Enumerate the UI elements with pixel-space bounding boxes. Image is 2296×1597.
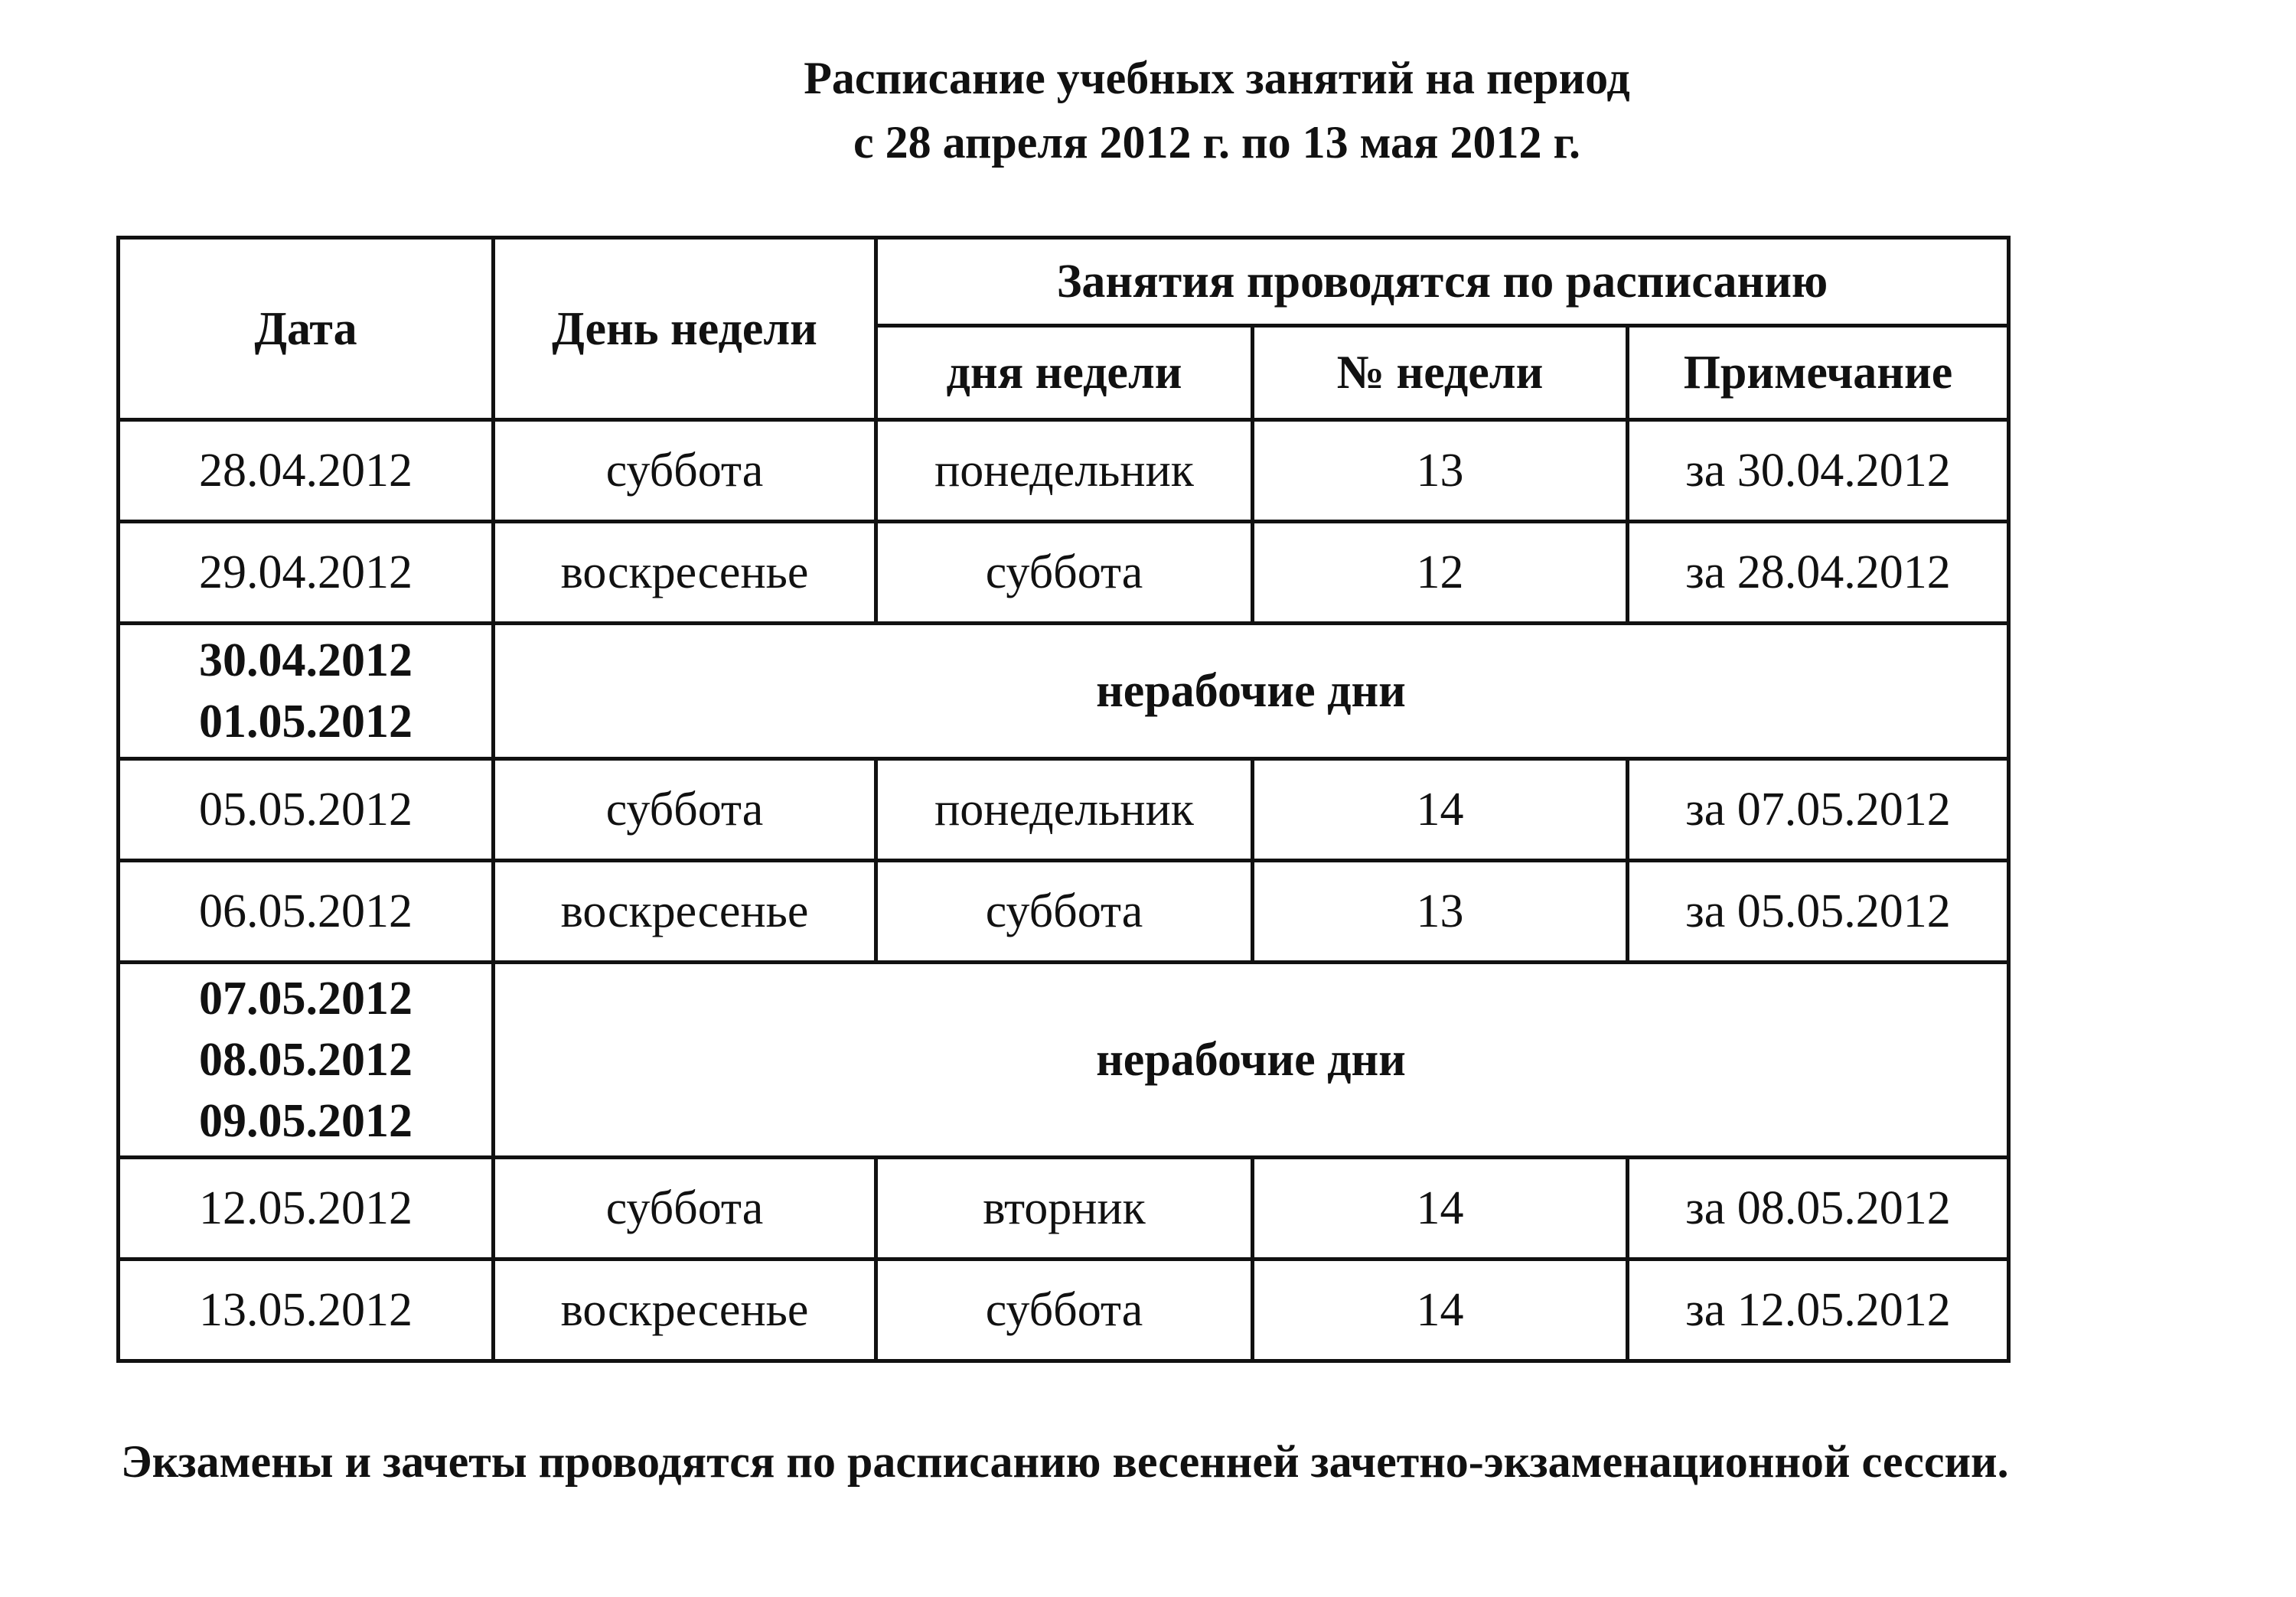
table-row <box>119 420 2009 522</box>
cell-schedule-day: суббота <box>876 861 1253 963</box>
cell-week: 13 <box>1253 420 1628 522</box>
cell-date: 13.05.2012 <box>119 1260 494 1361</box>
header-note: Примечание <box>1628 326 2009 420</box>
holiday-row <box>119 963 2009 1158</box>
holiday-date: 09.05.2012 <box>199 1095 413 1147</box>
table-row <box>119 1158 2009 1260</box>
document-title <box>0 46 2296 174</box>
cell-week: 14 <box>1253 1260 1628 1361</box>
title-line-1: Расписание учебных занятий на период <box>804 53 1630 103</box>
cell-date: 12.05.2012 <box>119 1158 494 1260</box>
header-date: Дата <box>119 238 494 420</box>
cell-day: воскресенье <box>494 861 876 963</box>
table-row <box>119 522 2009 624</box>
footer-note: Экзамены и зачеты проводятся по расписанию весенней зачетно-экзаменационной сессии. <box>121 1436 2009 1487</box>
cell-day: воскресенье <box>494 1260 876 1361</box>
title-line-2: с 28 апреля 2012 г. по 13 мая 2012 г. <box>853 117 1580 168</box>
header-schedule-group: Занятия проводятся по расписанию <box>876 238 2009 326</box>
cell-week: 14 <box>1253 1158 1628 1260</box>
cell-date: 29.04.2012 <box>119 522 494 624</box>
cell-date: 28.04.2012 <box>119 420 494 522</box>
cell-schedule-day: понедельник <box>876 420 1253 522</box>
table-row <box>119 1260 2009 1361</box>
cell-day: воскресенье <box>494 522 876 624</box>
cell-note: за 28.04.2012 <box>1628 522 2009 624</box>
table-row <box>119 861 2009 963</box>
schedule-table <box>116 236 2011 1363</box>
cell-holiday-label: нерабочие дни <box>494 624 2009 759</box>
cell-note: за 12.05.2012 <box>1628 1260 2009 1361</box>
cell-note: за 08.05.2012 <box>1628 1158 2009 1260</box>
holiday-row <box>119 624 2009 759</box>
header-week-number: № недели <box>1253 326 1628 420</box>
cell-holiday-dates <box>119 624 494 759</box>
header-day-of-week: День недели <box>494 238 876 420</box>
cell-schedule-day: понедельник <box>876 759 1253 861</box>
cell-note: за 07.05.2012 <box>1628 759 2009 861</box>
holiday-date: 07.05.2012 <box>199 973 413 1025</box>
cell-week: 14 <box>1253 759 1628 861</box>
cell-schedule-day: суббота <box>876 1260 1253 1361</box>
holiday-date: 30.04.2012 <box>199 634 413 686</box>
cell-week: 13 <box>1253 861 1628 963</box>
cell-schedule-day: вторник <box>876 1158 1253 1260</box>
cell-date: 06.05.2012 <box>119 861 494 963</box>
cell-date: 05.05.2012 <box>119 759 494 861</box>
holiday-date: 08.05.2012 <box>199 1034 413 1086</box>
cell-holiday-label: нерабочие дни <box>494 963 2009 1158</box>
cell-note: за 05.05.2012 <box>1628 861 2009 963</box>
cell-holiday-dates <box>119 963 494 1158</box>
cell-day: суббота <box>494 1158 876 1260</box>
cell-week: 12 <box>1253 522 1628 624</box>
cell-schedule-day: суббота <box>876 522 1253 624</box>
cell-day: суббота <box>494 420 876 522</box>
header-schedule-day: дня недели <box>876 326 1253 420</box>
cell-day: суббота <box>494 759 876 861</box>
cell-note: за 30.04.2012 <box>1628 420 2009 522</box>
holiday-date: 01.05.2012 <box>199 696 413 748</box>
table-row <box>119 759 2009 861</box>
